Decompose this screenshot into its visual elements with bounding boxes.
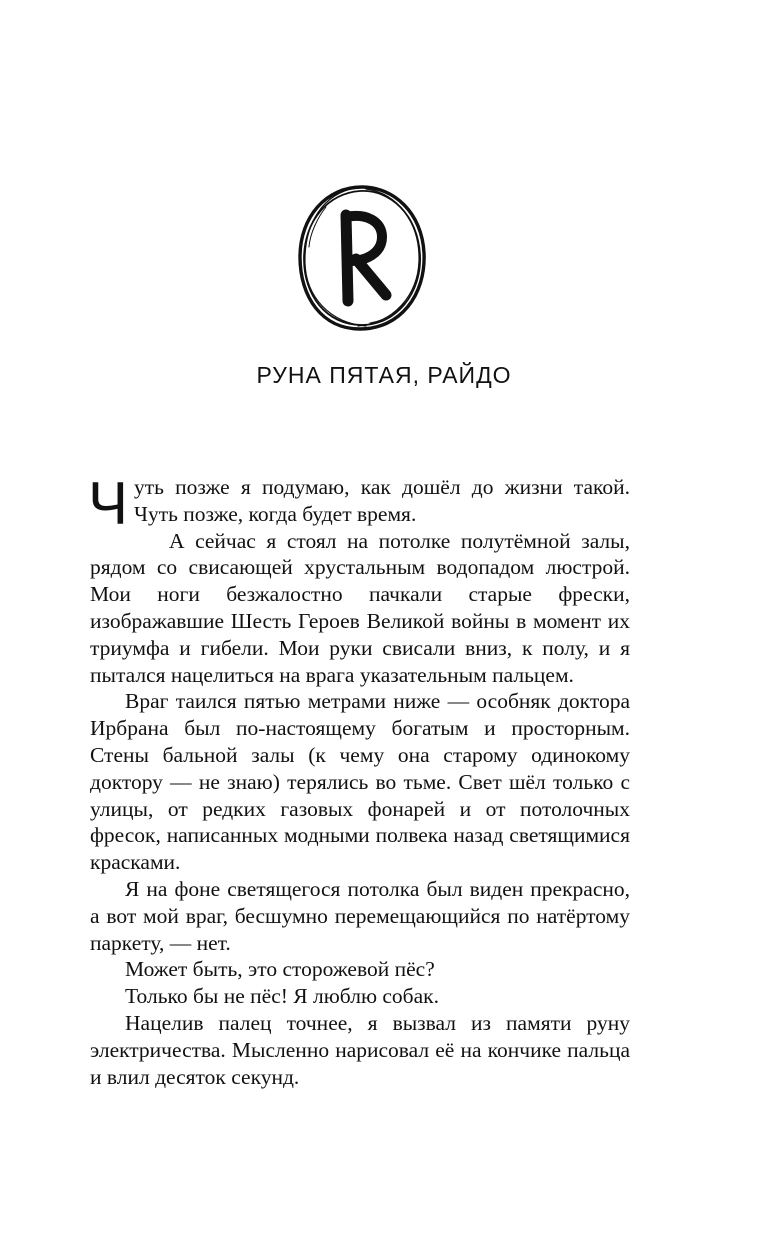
paragraph-1-text: уть позже я подумаю, как дошёл до жизни такой. Чуть позже, когда будет время.	[134, 475, 630, 526]
paragraph-7: Нацелив палец точнее, я вызвал из памяти руну электричества. Мысленно нарисовал её на кончике пальца и влил десяток секунд.	[90, 1010, 630, 1089]
paragraph-1	[88, 470, 630, 537]
paragraph-6: Только бы не пёс! Я люблю собак.	[125, 984, 439, 1009]
paragraph-5: Может быть, это сторожевой пёс?	[125, 957, 435, 982]
paragraph-4: Я на фоне светящегося потолка был виден прекрасно, а вот мой враг, бесшумно перемещающийся по натёртому паркету, — нет.	[90, 876, 630, 955]
paragraph-2: А сейчас я стоял на потолке полутёмной залы, рядом со свисающей хрустальным водопадом люстрой. Мои ноги безжалостно пачкали старые фрески, изображавшие Шесть Героев Великой войны в момент их триумфа и гибели. Мои руки свисали вниз, к полу, и я пытался нацелиться на врага указательным пальцем.	[90, 528, 630, 687]
chapter-body-text	[88, 470, 630, 1090]
drop-cap: Ч	[88, 470, 128, 537]
paragraph-3: Враг таился пятью метрами ниже — особняк доктора Ирбрана был по-настоящему богатым и просторным. Стены бальной залы (к чему она старому одинокому доктору — не знаю) терялись во тьме. Свет шёл только с улицы, от редких газовых фонарей и от потолочных фресок, написанных модными полвека назад светящимися красками.	[90, 689, 630, 875]
chapter-title: РУНА ПЯТАЯ, РАЙДО	[256, 362, 512, 388]
raido-rune-stone-icon	[296, 183, 428, 333]
